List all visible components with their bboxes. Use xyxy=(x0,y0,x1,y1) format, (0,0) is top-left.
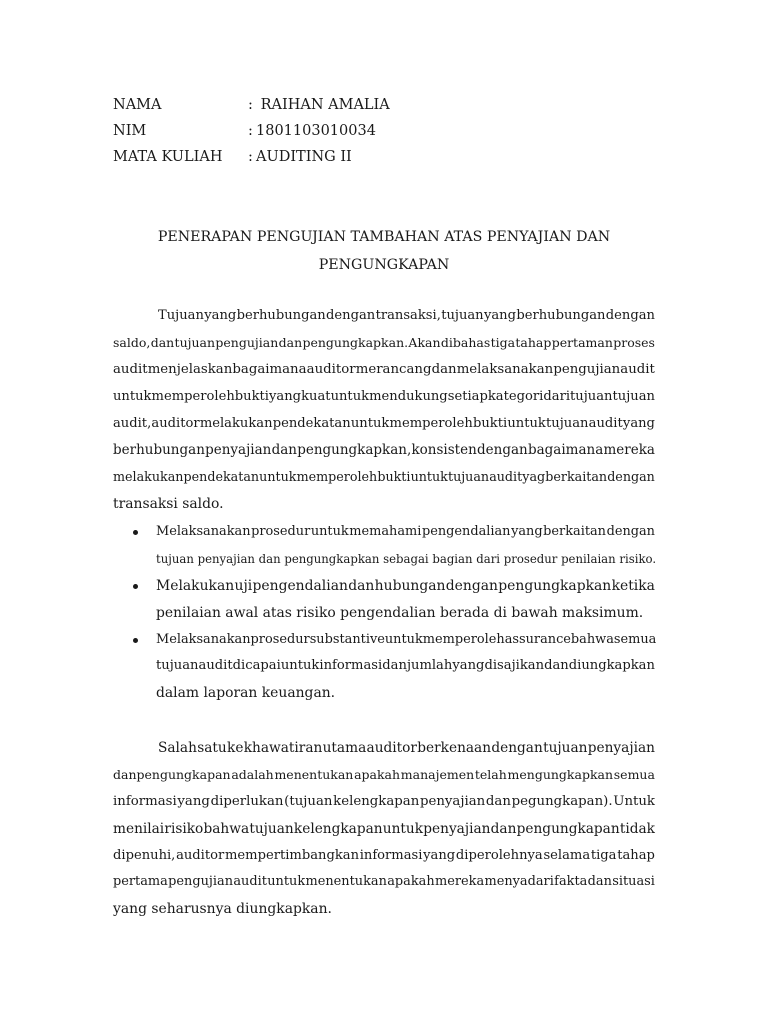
word: informasi xyxy=(113,793,177,809)
header-row-course xyxy=(113,144,390,170)
word: apakah xyxy=(387,874,435,890)
word: tahap xyxy=(617,847,655,863)
word: pertaman xyxy=(551,334,613,350)
word: tujuan xyxy=(174,334,216,350)
word: diperolehnya xyxy=(455,847,543,863)
word: uji xyxy=(234,577,253,594)
course-value: AUDITING II xyxy=(256,149,352,165)
word: dibahas xyxy=(440,334,491,350)
word: memperoleh xyxy=(422,631,505,647)
word: audit xyxy=(113,361,148,377)
word: saldo, xyxy=(113,334,151,350)
word: melakukan xyxy=(113,469,184,485)
word: dengan xyxy=(326,308,376,323)
word: tujuan xyxy=(447,469,490,485)
word: untuk xyxy=(350,415,390,431)
course-separator: : xyxy=(248,149,253,165)
word: adalah xyxy=(231,766,274,782)
word: Salah xyxy=(158,740,197,756)
word: pengendalian xyxy=(421,524,511,539)
word: dengan xyxy=(606,524,655,539)
word: Melaksanakan xyxy=(156,631,251,647)
word: situasi xyxy=(612,874,655,890)
word: telah xyxy=(474,766,507,782)
word: mengungkapkan xyxy=(507,766,614,782)
word: dan xyxy=(150,334,175,350)
word: bagaimana xyxy=(527,442,604,459)
word: dan xyxy=(278,334,303,350)
bullet-line: dalam laporan keuangan. xyxy=(156,685,336,702)
word: memperoleh xyxy=(151,388,235,404)
bullet-line xyxy=(156,519,655,546)
word: berkenaan xyxy=(417,740,492,756)
paragraph-line xyxy=(113,303,655,330)
word: tujuan xyxy=(612,388,655,404)
word: tiga xyxy=(590,847,617,863)
word: bahwa xyxy=(570,631,614,647)
word: Melakukan xyxy=(156,577,235,594)
paragraph-line xyxy=(113,464,655,491)
word: pertama xyxy=(113,874,168,890)
word: yang xyxy=(622,415,655,431)
word: dan xyxy=(382,658,407,674)
word: dan xyxy=(431,361,457,377)
word: selama xyxy=(543,847,591,863)
word: untuk xyxy=(382,820,424,837)
word: tujuan xyxy=(543,740,588,756)
word: setiap xyxy=(447,388,488,404)
bullet-item xyxy=(113,573,655,627)
paragraph-line xyxy=(113,411,655,438)
word: audit xyxy=(233,874,267,890)
word: diungkapkan xyxy=(568,658,655,674)
word: bukti xyxy=(472,415,508,431)
word: pengendalian xyxy=(252,577,348,594)
word: mereka xyxy=(434,874,485,890)
word: mendukung xyxy=(369,388,448,404)
title-line-2: PENGUNGKAPAN xyxy=(318,257,450,273)
bullet-list xyxy=(113,519,655,707)
name-value: RAIHAN AMALIA xyxy=(256,97,390,113)
word: merancang xyxy=(355,361,432,377)
word: yag xyxy=(522,469,546,485)
paragraph-line: transaksi saldo. xyxy=(113,496,224,513)
bullet-line: tujuan penyajian dan pengungkapkan sebagai bagian dari prosedur penilaian risiko. xyxy=(156,551,657,566)
word: auditor xyxy=(176,847,225,863)
word: kelengkapan xyxy=(333,793,420,809)
word: kelengkapan xyxy=(293,820,383,837)
word: yang xyxy=(452,658,485,674)
word: ketika xyxy=(611,577,655,594)
bullet-dot-icon xyxy=(133,638,138,643)
bullet-line: penilaian awal atas risiko pengendalian berada di bawah maksimum. xyxy=(156,604,644,621)
word: kuat xyxy=(301,388,331,404)
word: menilai xyxy=(113,820,165,837)
word: tujuan xyxy=(441,308,484,323)
paragraph-line xyxy=(113,789,655,816)
word: prosedur xyxy=(251,524,311,539)
word: danpengungkapan xyxy=(113,766,231,782)
name-separator: : xyxy=(248,97,253,113)
word: bukti xyxy=(234,388,269,404)
word: penyajian xyxy=(419,793,486,809)
word: semua xyxy=(613,766,655,782)
word: berkaitan xyxy=(543,524,606,539)
word: bagaimana xyxy=(232,361,307,377)
word: dengan xyxy=(607,469,655,485)
word: yang xyxy=(177,793,210,809)
word: yang xyxy=(204,308,237,323)
word: konsisten xyxy=(411,442,477,459)
word: informasi xyxy=(359,847,423,863)
word: Untuk xyxy=(613,793,655,809)
word: mereka xyxy=(603,442,655,459)
bullet-item xyxy=(113,519,655,573)
word: pengungkapkan xyxy=(498,577,612,594)
bullet-item xyxy=(113,627,655,708)
word: jumlah xyxy=(406,658,453,674)
word: menyadari xyxy=(484,874,554,890)
word: untuk xyxy=(384,631,423,647)
word: dan xyxy=(544,658,569,674)
word: dan xyxy=(348,577,375,594)
word: auditor xyxy=(366,740,417,756)
word: penyajian xyxy=(587,740,655,756)
word: risiko xyxy=(164,820,204,837)
paragraph-line xyxy=(113,869,655,896)
word: mempertimbangkan xyxy=(224,847,359,863)
word: assurance xyxy=(504,631,571,647)
word: audit xyxy=(588,415,623,431)
word: yang xyxy=(423,847,456,863)
word: auditor xyxy=(151,415,200,431)
word: semua xyxy=(613,631,657,647)
bullet-line xyxy=(156,653,655,680)
word: disajikan xyxy=(484,658,545,674)
paragraph-line xyxy=(113,816,655,843)
word: dari xyxy=(543,388,571,404)
word: berhubungan xyxy=(113,442,205,459)
word: menentukan xyxy=(274,766,354,782)
word: tujuan xyxy=(249,820,294,837)
word: memperoleh xyxy=(389,415,473,431)
word: manajemen xyxy=(400,766,475,782)
word: Akan xyxy=(408,334,441,350)
word: pengujian xyxy=(168,874,234,890)
bullet-dot-icon xyxy=(133,584,138,589)
word: dipenuhi, xyxy=(113,847,176,863)
word: untuk xyxy=(113,388,152,404)
word: fakta xyxy=(554,874,588,890)
nim-label: NIM xyxy=(113,123,147,139)
word: berkaitan xyxy=(545,469,608,485)
word: menentukan xyxy=(305,874,387,890)
word: pengungkapkan, xyxy=(297,442,412,459)
word: yang xyxy=(483,308,516,323)
word: untuk xyxy=(267,874,306,890)
word: dengan xyxy=(445,577,498,594)
header-row-nim xyxy=(113,118,390,144)
word: kategori xyxy=(487,388,544,404)
word: tahap xyxy=(515,334,552,350)
word: audit xyxy=(620,361,655,377)
word: auditor xyxy=(306,361,356,377)
word: khawatiran xyxy=(243,740,323,756)
paragraph-line xyxy=(113,843,655,870)
word: berhubungan xyxy=(236,308,326,323)
word: dan xyxy=(587,874,612,890)
word: pengujian xyxy=(215,334,279,350)
word: tujuan xyxy=(156,658,199,674)
course-label: MATA KULIAH xyxy=(113,149,223,165)
word: tidak xyxy=(619,820,655,837)
word: untuk xyxy=(410,469,448,485)
word: utama xyxy=(322,740,367,756)
word: Melaksanakan xyxy=(156,524,251,539)
word: tujuan xyxy=(570,388,613,404)
word: penyajian xyxy=(205,442,272,459)
paragraph-concern xyxy=(113,735,655,923)
word: yang xyxy=(511,524,543,539)
word: Tujuan xyxy=(158,308,204,323)
word: dan xyxy=(271,442,297,459)
bullet-line xyxy=(156,627,655,654)
word: dan xyxy=(490,820,517,837)
word: audit xyxy=(489,469,523,485)
word: apakah xyxy=(354,766,401,782)
word: menjelaskan xyxy=(147,361,233,377)
word: dengan xyxy=(491,740,543,756)
paragraph-line xyxy=(113,762,655,789)
word: substantive xyxy=(309,631,385,647)
word: memahami xyxy=(349,524,422,539)
paragraph-line xyxy=(113,384,655,411)
word: audit xyxy=(198,658,233,674)
word: pendekatan xyxy=(183,469,260,485)
name-label: NAMA xyxy=(113,97,162,113)
paragraph-line: yang seharusnya diungkapkan. xyxy=(113,901,332,918)
word: bukti xyxy=(377,469,411,485)
word: diperlukan xyxy=(210,793,284,809)
word: pengungkapkan. xyxy=(302,334,409,350)
paragraph-line xyxy=(113,437,655,464)
word: prosedur xyxy=(250,631,310,647)
word: bahwa xyxy=(203,820,250,837)
bullet-dot-icon xyxy=(133,530,138,535)
student-info-header xyxy=(113,92,390,170)
word: untuk xyxy=(259,469,297,485)
nim-value: 1801103010034 xyxy=(256,123,376,139)
word: pengungkapan xyxy=(516,820,620,837)
word: dan xyxy=(485,793,511,809)
word: yang xyxy=(269,388,302,404)
word: pegungkapan). xyxy=(511,793,613,809)
paragraph-intro xyxy=(113,303,655,518)
word: untuk xyxy=(280,658,320,674)
word: (tujuan xyxy=(284,793,333,809)
word: berhubungan xyxy=(516,308,606,323)
word: tujuan xyxy=(546,415,589,431)
bullet-line xyxy=(156,573,655,600)
paragraph-line xyxy=(113,357,655,384)
word: transaksi, xyxy=(375,308,441,323)
word: untuk xyxy=(330,388,370,404)
word: pengujian xyxy=(553,361,621,377)
word: proses xyxy=(613,334,655,350)
word: dengan xyxy=(605,308,655,323)
word: memperoleh xyxy=(296,469,378,485)
word: dicapai xyxy=(232,658,281,674)
word: melaksanakan xyxy=(456,361,554,377)
word: ke xyxy=(227,740,244,756)
word: untuk xyxy=(507,415,546,431)
word: untuk xyxy=(310,524,349,539)
word: informasi xyxy=(319,658,383,674)
document-title xyxy=(113,223,655,279)
word: penyajian xyxy=(423,820,491,837)
word: hubungan xyxy=(374,577,446,594)
word: melakukan xyxy=(199,415,273,431)
paragraph-line xyxy=(113,330,655,357)
nim-separator: : xyxy=(248,123,253,139)
word: audit, xyxy=(113,415,152,431)
paragraph-line xyxy=(113,735,655,762)
word: tiga xyxy=(490,334,516,350)
word: satu xyxy=(197,740,227,756)
header-row-name xyxy=(113,92,390,118)
word: pendekatan xyxy=(272,415,351,431)
word: dengan xyxy=(477,442,528,459)
title-line-1: PENERAPAN PENGUJIAN TAMBAHAN ATAS PENYAJIAN DAN xyxy=(157,229,611,245)
